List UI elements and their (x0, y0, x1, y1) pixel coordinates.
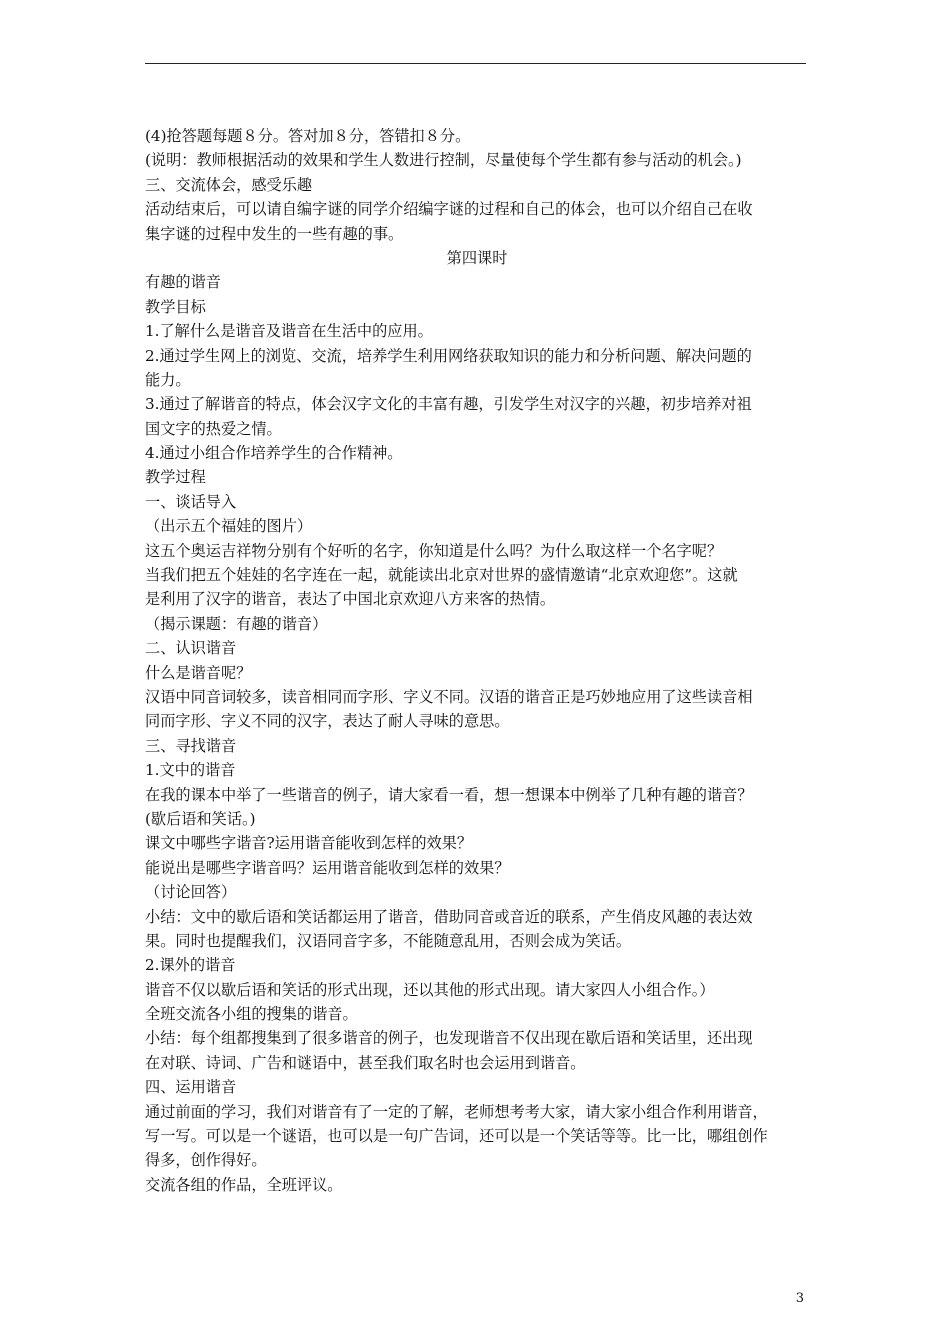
document-body (145, 124, 809, 1197)
text-line: (4)抢答题每题８分。答对加８分，答错扣８分。 (145, 127, 471, 145)
text-line: 同而字形、字义不同的汉字，表达了耐人寻味的意思。 (145, 712, 510, 731)
text-line: 交流各组的作品，全班评议。 (145, 1175, 343, 1194)
text-line: 写一写。可以是一个谜语，也可以是一句广告词，还可以是一个笑话等等。比一比，哪组创作 (145, 1127, 768, 1146)
text-line: 通过前面的学习，我们对谐音有了一定的了解，老师想考考大家，请大家小组合作利用谐音， (145, 1102, 768, 1121)
text-line: 当我们把五个娃娃的名字连在一起，就能读出北京对世界的盛情邀请“北京欢迎您”。这就 (145, 566, 738, 585)
text-line: 在我的课本中举了一些谐音的例子，请大家看一看，想一想课本中例举了几种有趣的谐音？ (145, 785, 753, 804)
text-line: 小结：每个组都搜集到了很多谐音的例子，也发现谐音不仅出现在歇后语和笑话里，还出现 (145, 1029, 753, 1048)
text-line: （揭示课题：有趣的谐音） (145, 614, 328, 633)
section-heading: 三、交流体会，感受乐趣 (145, 175, 313, 194)
text-line: 2.通过学生网上的浏览、交流，培养学生利用网络获取知识的能力和分析问题、解决问题的 (145, 346, 752, 365)
text-line: 1.文中的谐音 (145, 761, 236, 780)
text-line: 能说出是哪些字谐音吗？运用谐音能收到怎样的效果？ (145, 858, 510, 877)
text-line: （出示五个福娃的图片） (145, 517, 313, 536)
text-line: 什么是谐音呢？ (145, 663, 252, 682)
header-rule (145, 63, 806, 64)
text-line: 1.了解什么是谐音及谐音在生活中的应用。 (145, 322, 433, 341)
text-line: 能力。 (145, 370, 191, 389)
lesson-subtitle: 有趣的谐音 (145, 273, 221, 292)
section-heading: 一、谈话导入 (145, 492, 237, 511)
text-line: 4.通过小组合作培养学生的合作精神。 (145, 444, 403, 463)
text-line: 汉语中同音词较多，读音相同而字形、字义不同。汉语的谐音正是巧妙地应用了这些读音相 (145, 687, 753, 706)
text-line: 课文中哪些字谐音?运用谐音能收到怎样的效果？ (145, 834, 473, 853)
text-line: 是利用了汉字的谐音，表达了中国北京欢迎八方来客的热情。 (145, 590, 556, 609)
section-heading: 四、运用谐音 (145, 1078, 237, 1097)
text-line: (歇后语和笑话。) (145, 809, 256, 828)
text-line: (说明：教师根据活动的效果和学生人数进行控制，尽量使每个学生都有参与活动的机会。) (145, 151, 742, 170)
text-line: 谐音不仅以歇后语和笑话的形式出现，还以其他的形式出现。请大家四人小组合作。） (145, 980, 715, 999)
text-line: 在对联、诗词、广告和谜语中，甚至我们取名时也会运用到谐音。 (145, 1053, 586, 1072)
text-line: 全班交流各小组的搜集的谐音。 (145, 1005, 358, 1024)
text-line: 集字谜的过程中发生的一些有趣的事。 (145, 224, 404, 243)
text-line: 3.通过了解谐音的特点，体会汉字文化的丰富有趣，引发学生对汉字的兴趣，初步培养对祖 (145, 395, 752, 414)
section-heading: 二、认识谐音 (145, 639, 237, 658)
section-heading: 教学目标 (145, 297, 206, 316)
text-line: 果。同时也提醒我们，汉语同音字多，不能随意乱用，否则会成为笑话。 (145, 931, 631, 950)
text-line: （讨论回答） (145, 883, 237, 902)
text-line: 这五个奥运吉祥物分别有个好听的名字，你知道是什么吗？为什么取这样一个名字呢？ (145, 541, 723, 560)
lesson-title: 第四课时 (446, 248, 508, 267)
text-line: 小结：文中的歇后语和笑话都运用了谐音，借助同音或音近的联系，产生俏皮风趣的表达效 (145, 907, 753, 926)
text-line: 得多，创作得好。 (145, 1151, 267, 1170)
page-number: 3 (795, 1291, 804, 1306)
section-heading: 三、寻找谐音 (145, 736, 237, 755)
text-line: 活动结束后，可以请自编字谜的同学介绍编字谜的过程和自己的体会，也可以介绍自己在收 (145, 200, 753, 219)
text-line: 国文字的热爱之情。 (145, 419, 282, 438)
text-line: 2.课外的谐音 (145, 956, 236, 975)
section-heading: 教学过程 (145, 468, 206, 487)
